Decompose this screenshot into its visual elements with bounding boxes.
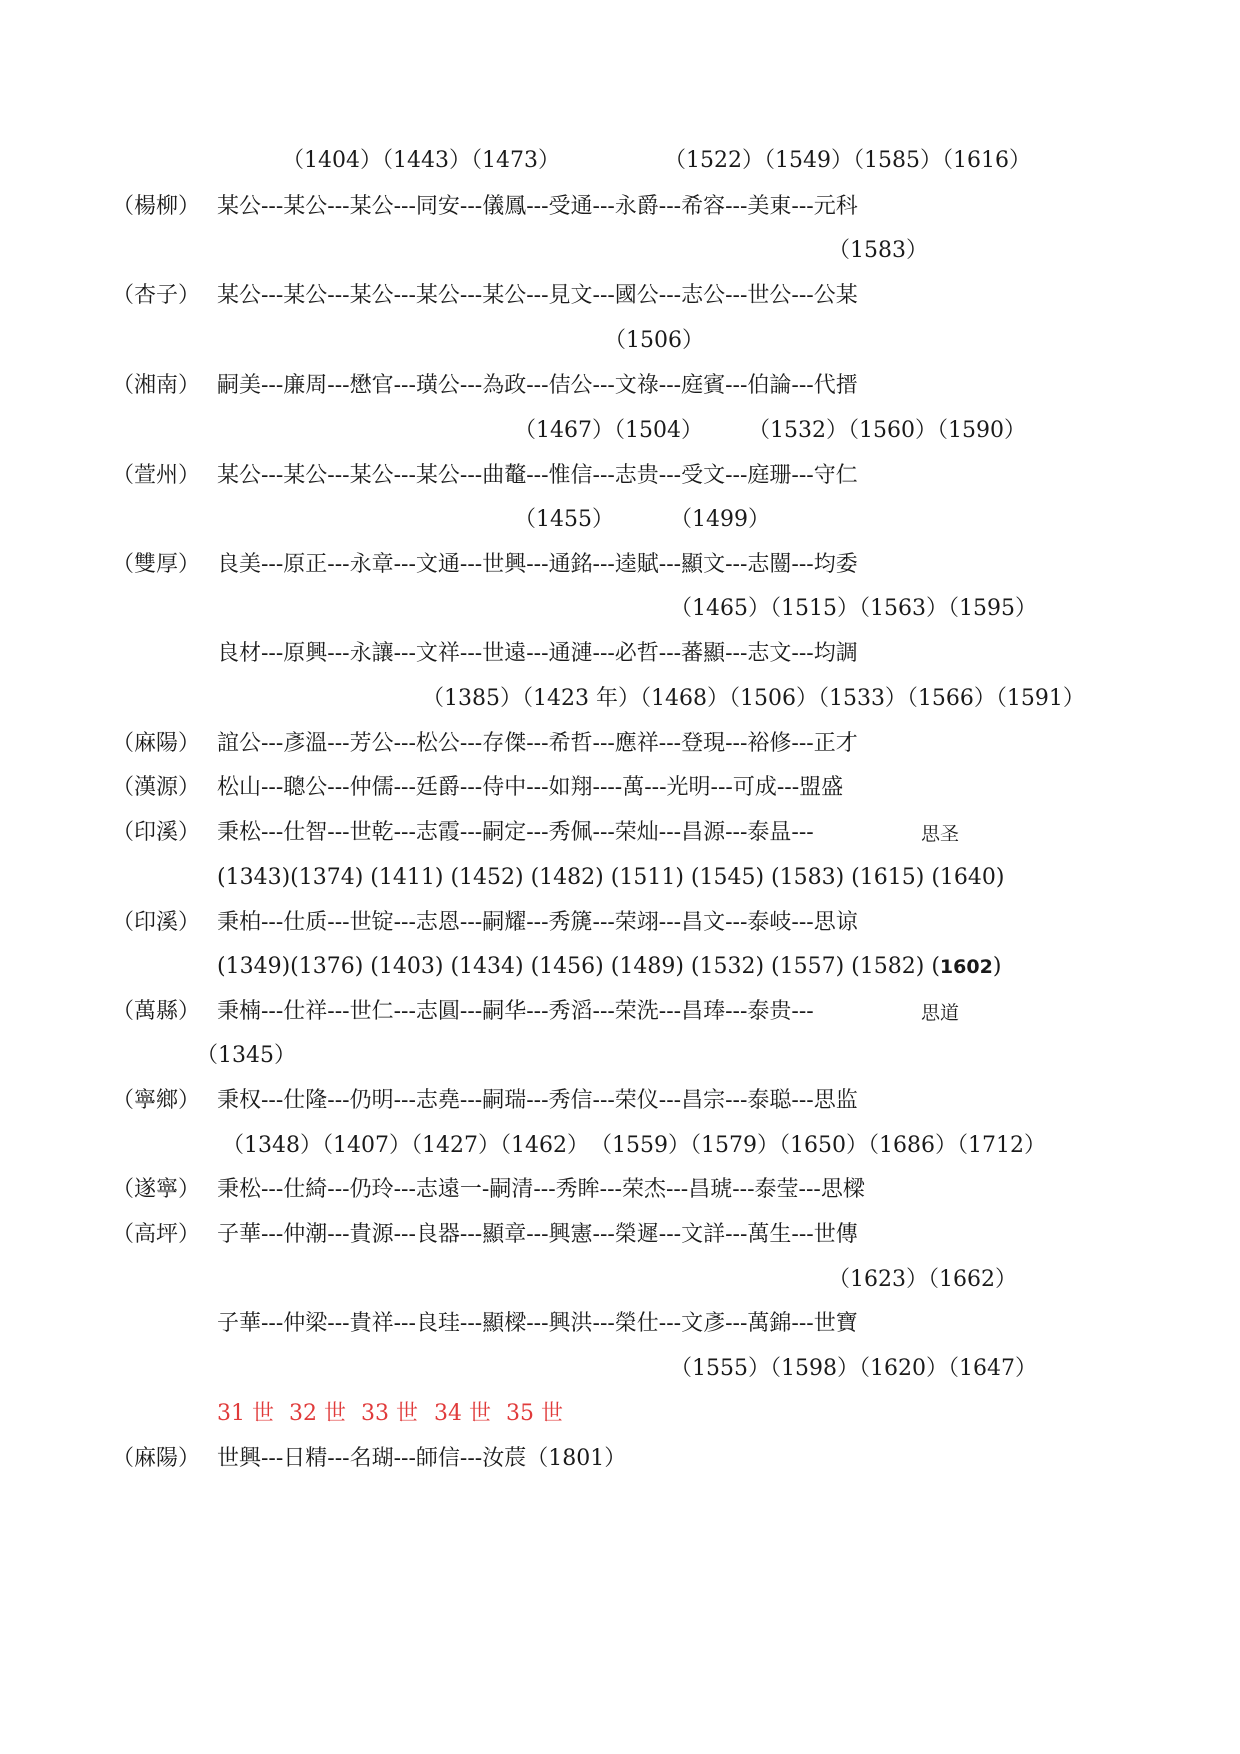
year-line: （1583） [828,238,928,263]
lineage-line: 秉权---仕隆---仍明---志堯---嗣瑞---秀信---荣仪---昌宗---泰聪---思监 [217,1088,858,1113]
generation-label: 35 世 [506,1401,563,1426]
year-text-bold: 1602 [939,956,993,978]
region-label: （麻陽） [112,1446,201,1471]
region-label: （萬縣） [112,999,201,1024]
generation-label: 33 世 [361,1401,418,1426]
region-label: （楊柳） [112,194,201,219]
year-line: （1555）（1598）（1620）（1647） [670,1356,1037,1381]
year-line: （1385）（1423 年）（1468）（1506）（1533）（1566）（1591） [422,686,1085,711]
region-label: （麻陽） [112,731,201,756]
generation-label: 31 世 [217,1401,274,1426]
lineage-line: 嗣美---廉周---懋官---璜公---為政---佶公---文祿---庭賓---伯論---代搢 [217,373,858,398]
year-line: （1559）（1579）（1650）（1686）（1712） [590,1133,1046,1158]
region-label: （湘南） [112,373,201,398]
year-line: （1345） [196,1043,296,1068]
lineage-name: 思道 [921,1002,960,1024]
region-label: （遂寧） [112,1177,201,1202]
lineage-line: 子華---仲潮---貴源---良器---顯章---興憲---榮遲---文詳---萬生---世傳 [217,1222,858,1247]
lineage-line: 某公---某公---某公---某公---曲鼇---惟信---志贵---受文---庭珊---守仁 [217,463,858,488]
lineage-line: 秉松---仕綺---仍玲---志遠一-嗣清---秀眸---荣杰---昌琥---泰莹---思樑 [217,1177,865,1202]
year-line: （1348）（1407）（1427）（1462） [222,1133,589,1158]
year-line [217,952,1001,982]
lineage-line: 秉松---仕智---世乾---志霞---嗣定---秀佩---荣灿---昌源---泰昷--- [217,820,814,845]
lineage-line: 良美---原正---永章---文通---世興---通銘---逵賦---顯文---志闓---均委 [217,552,858,577]
region-label: （寧鄉） [112,1088,201,1113]
generation-label: 32 世 [289,1401,346,1426]
year-line: （1404）（1443）（1473） [282,148,560,173]
region-label: （印溪） [112,910,201,935]
year-line: （1467）（1504） [514,418,703,443]
region-label: （印溪） [112,820,201,845]
region-label: （高坪） [112,1222,201,1247]
year-text: (1349)(1376) (1403) (1434) (1456) (1489) (1532) (1557) (1582) ( [217,954,940,979]
lineage-line: 松山---聰公---仲儒---廷爵---侍中---如翔----萬---光明---可成---盟盛 [217,775,844,800]
lineage-name: 思圣 [921,823,960,845]
region-label: （萱州） [112,463,201,488]
lineage-line: 子華---仲梁---貴祥---良珪---顯樑---興洪---榮仕---文彥---萬錦---世寶 [217,1311,858,1336]
generation-label: 34 世 [434,1401,491,1426]
region-label: （漢源） [112,775,201,800]
year-line: （1465）（1515）（1563）（1595） [670,596,1037,621]
year-line: （1499） [670,507,770,532]
lineage-line: 秉楠---仕祥---世仁---志圓---嗣华---秀滔---荣洗---昌琫---泰贵--- [217,999,814,1024]
region-label: （雙厚） [112,552,201,577]
lineage-line: 良材---原興---永讓---文祥---世遠---通漣---必哲---蕃顯---志文---均調 [217,641,858,666]
region-label: （杏子） [112,283,201,308]
year-line: （1522）（1549）（1585）（1616） [664,148,1031,173]
lineage-line: 誼公---彥溫---芳公---松公---存傑---希哲---應祥---登現---裕修---正才 [217,731,858,756]
year-line: （1623）（1662） [828,1267,1017,1292]
lineage-line: 秉柏---仕质---世锭---志恩---嗣耀---秀篪---荣翊---昌文---泰岐---思谅 [217,910,858,935]
year-line: （1532）（1560）（1590） [748,418,1026,443]
year-line: （1506） [604,328,704,353]
year-line: (1343)(1374) (1411) (1452) (1482) (1511) (1545) (1583) (1615) (1640) [217,865,1005,890]
year-line: （1455） [514,507,614,532]
year-text: ) [992,954,1002,979]
lineage-line: 世興---日精---名瑚---師信---汝莀（1801） [217,1446,627,1471]
lineage-line: 某公---某公---某公---同安---儀鳳---受通---永爵---希容---美東---元科 [217,194,858,219]
lineage-line: 某公---某公---某公---某公---某公---見文---國公---志公---世公---公某 [217,283,858,308]
